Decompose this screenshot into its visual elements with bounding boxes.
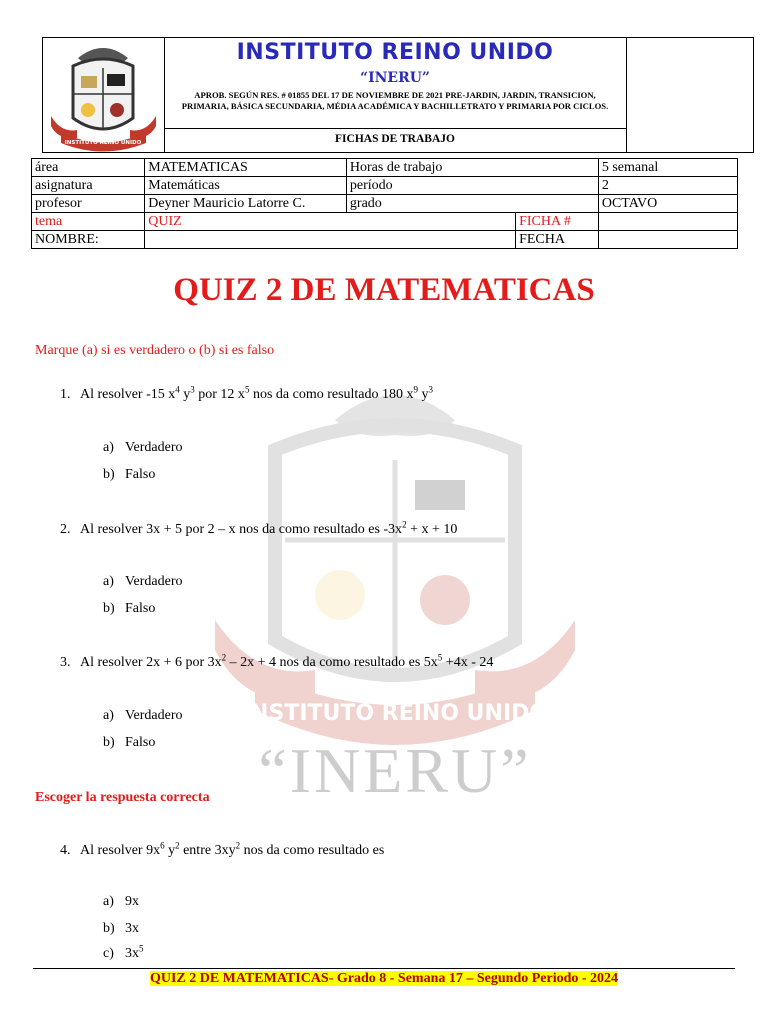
option-text: 3x <box>125 921 139 936</box>
teacher-label: profesor <box>32 195 145 213</box>
option-text: Falso <box>125 601 156 616</box>
teacher-value: Deyner Mauricio Latorre C. <box>145 195 347 213</box>
question-text: Al resolver -15 x <box>80 387 176 402</box>
option-text: Verdadero <box>125 574 183 589</box>
header-right-cell <box>626 38 754 152</box>
document-type: FICHAS DE TRABAJO <box>335 133 455 145</box>
question-2 <box>60 519 458 538</box>
question-text: + x + 10 <box>406 522 458 537</box>
grade-value: OCTAVO <box>598 195 737 213</box>
header-divider <box>164 128 626 129</box>
question-4-option-a[interactable] <box>103 894 139 910</box>
logo-banner-text: INSTITUTO REINO UNIDO <box>64 140 142 146</box>
header-box <box>42 37 754 153</box>
option-label: a) <box>103 894 114 909</box>
question-3-option-a[interactable] <box>103 708 183 724</box>
topic-label: tema <box>32 213 145 231</box>
option-text: 9x <box>125 894 139 909</box>
resolution-text <box>166 90 624 112</box>
question-1 <box>60 384 434 403</box>
question-text: por 12 x <box>194 387 245 402</box>
table-row <box>32 195 738 213</box>
hours-value: 5 semanal <box>598 159 737 177</box>
question-text: +4x - 24 <box>442 655 494 670</box>
school-crest-logo <box>43 38 164 152</box>
option-label: b) <box>103 921 115 936</box>
date-value[interactable] <box>598 231 737 249</box>
question-text: y <box>164 843 176 858</box>
question-2-option-a[interactable] <box>103 574 183 590</box>
exponent: 5 <box>244 384 250 395</box>
question-2-option-b[interactable] <box>103 601 155 617</box>
table-row <box>32 159 738 177</box>
question-text: Al resolver 9x <box>80 843 161 858</box>
exponent: 2 <box>175 840 180 851</box>
institution-name: INSTITUTO REINO UNIDO <box>236 40 554 65</box>
option-label: a) <box>103 440 114 455</box>
question-text: Al resolver 3x + 5 por 2 – x nos da como resultado es -3x <box>80 522 403 537</box>
section-2-instruction: Escoger la respuesta correcta <box>35 790 210 805</box>
question-1-option-b[interactable] <box>103 467 155 483</box>
page-title: QUIZ 2 DE MATEMATICAS <box>173 272 595 308</box>
sheet-value[interactable] <box>598 213 737 231</box>
page-footer <box>0 971 768 987</box>
question-text: entre 3xy <box>179 843 236 858</box>
option-text: 3x <box>125 946 139 961</box>
question-text: y <box>179 387 191 402</box>
exponent: 9 <box>413 384 419 395</box>
question-number: 1. <box>60 387 71 402</box>
exponent: 3 <box>190 384 195 395</box>
option-text: Falso <box>125 735 156 750</box>
option-text: Verdadero <box>125 440 183 455</box>
section-1-instruction: Marque (a) si es verdadero o (b) si es falso <box>35 343 275 358</box>
subject-value: Matemáticas <box>145 177 347 195</box>
topic-value: QUIZ <box>145 213 516 231</box>
date-label: FECHA <box>516 231 599 249</box>
institution-short-name: “INERU” <box>360 70 430 86</box>
period-value: 2 <box>598 177 737 195</box>
exponent: 2 <box>221 652 227 663</box>
option-label: a) <box>103 708 114 723</box>
question-4-option-b[interactable] <box>103 921 139 937</box>
table-row <box>32 213 738 231</box>
question-text: y <box>418 387 429 402</box>
option-label: b) <box>103 467 115 482</box>
area-value: MATEMATICAS <box>145 159 347 177</box>
question-number: 2. <box>60 522 71 537</box>
question-number: 3. <box>60 655 71 670</box>
question-text: nos da como resultado es <box>240 843 385 858</box>
exponent: 5 <box>437 652 443 663</box>
exponent: 3 <box>428 384 434 395</box>
question-text: Al resolver 2x + 6 por 3x <box>80 655 222 670</box>
name-value[interactable] <box>145 231 516 249</box>
option-label: a) <box>103 574 114 589</box>
question-1-option-a[interactable] <box>103 440 183 456</box>
question-3-option-b[interactable] <box>103 735 155 751</box>
option-label: b) <box>103 735 115 750</box>
option-label: b) <box>103 601 115 616</box>
exponent: 2 <box>235 840 241 851</box>
sheet-label: FICHA # <box>516 213 599 231</box>
watermark-ineru-text: “INERU” <box>258 735 532 800</box>
info-table <box>31 158 738 249</box>
option-text: Verdadero <box>125 708 183 723</box>
question-3 <box>60 652 494 671</box>
option-label: c) <box>103 946 114 961</box>
question-4-option-c[interactable] <box>103 943 144 962</box>
table-row <box>32 177 738 195</box>
watermark-crest <box>215 380 575 800</box>
exponent: 6 <box>160 840 165 851</box>
watermark-banner-text: INSTITUTO REINO UNIDO <box>241 701 549 726</box>
resolution-line-1: APROB. SEGÚN RES. # 01855 DEL 17 DE NOVIEMBRE DE 2021 PRE-JARDIN, JARDIN, TRANSICION, <box>194 90 596 100</box>
period-label: período <box>346 177 598 195</box>
subject-label: asignatura <box>32 177 145 195</box>
question-4 <box>60 840 385 859</box>
area-label: área <box>32 159 145 177</box>
option-text: Falso <box>125 467 156 482</box>
exponent: 5 <box>139 943 144 954</box>
hours-label: Horas de trabajo <box>346 159 598 177</box>
table-row <box>32 231 738 249</box>
header-center <box>164 38 626 152</box>
footer-text: QUIZ 2 DE MATEMATICAS- Grado 8 - Semana 17 – Segundo Periodo - 2024 <box>149 971 619 986</box>
question-number: 4. <box>60 843 71 858</box>
logo-cell <box>43 38 165 152</box>
resolution-line-2: PRIMARIA, BÁSICA SECUNDARIA, MÉDIA ACADÉMICA Y BACHILLETRATO Y PRIMARIA POR CICLOS. <box>181 101 609 111</box>
grade-label: grado <box>346 195 598 213</box>
footer-divider <box>33 968 735 969</box>
exponent: 2 <box>402 519 407 530</box>
exponent: 4 <box>175 384 180 395</box>
question-text: – 2x + 4 nos da como resultado es 5x <box>226 655 438 670</box>
question-text: nos da como resultado 180 x <box>249 387 414 402</box>
name-label: NOMBRE: <box>32 231 145 249</box>
